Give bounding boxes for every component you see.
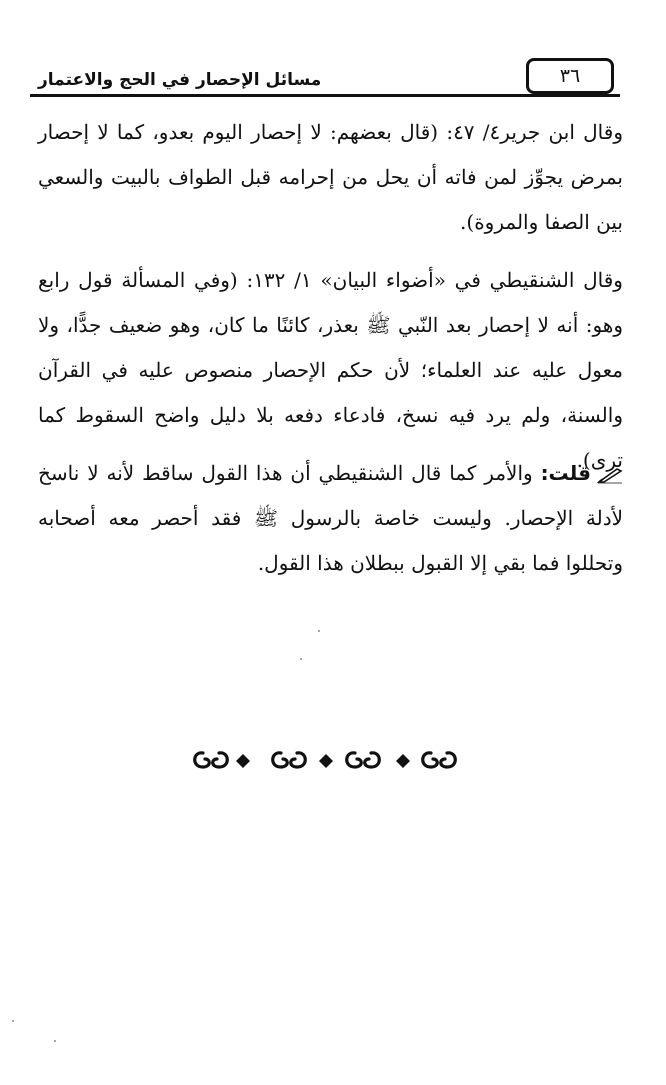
header-title: مسائل الإحصار في الحج والاعتمار: [38, 70, 322, 90]
page-header: [30, 58, 622, 98]
scan-speck: [54, 1040, 56, 1042]
scan-speck: [300, 658, 302, 660]
paragraph-shinqiti: [38, 258, 623, 483]
scan-speck: [12, 1020, 14, 1022]
paragraph-note: [38, 451, 623, 586]
page-number: ٣٦: [526, 58, 614, 94]
note-label: قلت:: [540, 461, 591, 485]
note-text: والأمر كما قال الشنقيطي أن هذا القول ساقط لأنه لا ناسخ لأدلة الإحصار. وليست خاصة بالرسول ﷺ فقد أحصر معه أصحابه وتحللوا فما بقي إلا القبول ببطلان هذا القول.: [38, 461, 623, 575]
paragraph-author-note: [38, 451, 623, 586]
paragraph-text: وقال الشنقيطي في «أضواء البيان» ١/ ١٣٢: (وفي المسألة قول رابع وهو: أنه لا إحصار بعد النّبي ﷺ بعذر، كائنًا ما كان، وهو ضعيف جدًّا، ولا معول عليه عند العلماء؛ لأن حكم الإحصار منصوص عليه في القرآن والسنة، ولم يرد فيه نسخ، فادعاء دفعه بلا دليل واضح السقوط كما ترى).: [38, 268, 623, 472]
scan-speck: [318, 630, 320, 632]
paragraph-text: وقال ابن جرير٤/ ٤٧: (قال بعضهم: لا إحصار اليوم بعدو، كما لا إحصار بمرض يجوِّز لمن فاته أن يحل من إحرامه قبل الطواف بالبيت والسعي بين الصفا والمروة).: [38, 120, 623, 234]
pen-icon: [597, 466, 623, 484]
paragraph-ibn-jarir: [38, 110, 623, 245]
ornamental-divider: [183, 745, 463, 775]
header-rule: [30, 94, 620, 97]
